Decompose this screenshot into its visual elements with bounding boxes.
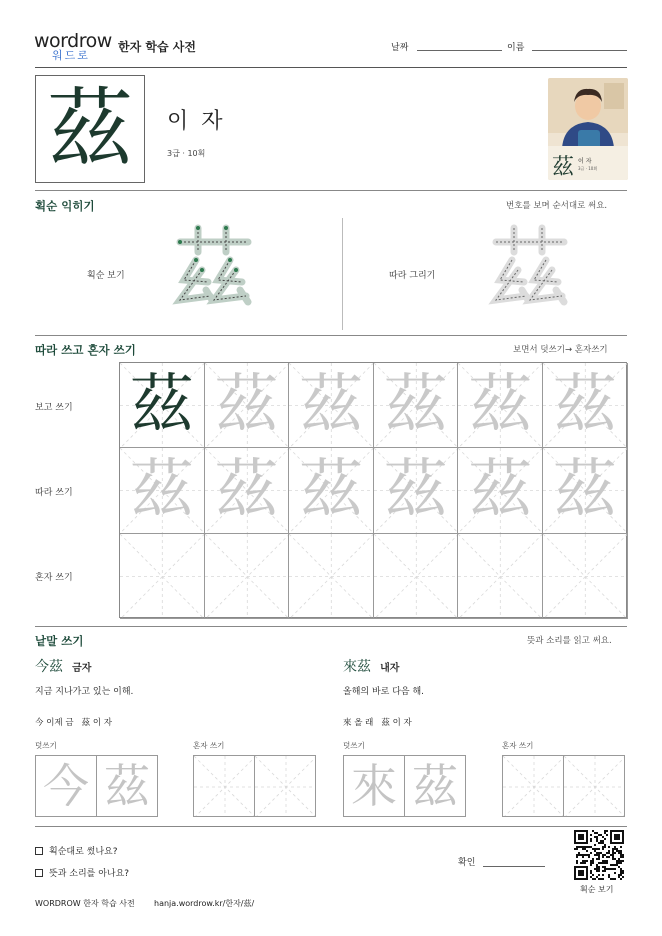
main-character-box	[35, 75, 145, 183]
self-label: 혼자 쓰기	[193, 741, 225, 750]
word-trace-box[interactable]	[404, 755, 466, 817]
practice-cell[interactable]	[374, 448, 459, 533]
word-trace-box[interactable]	[35, 755, 97, 817]
qr-caption: 획순 보기	[580, 885, 614, 894]
confirm-field[interactable]	[483, 866, 545, 867]
trace-glyph: 茲	[468, 453, 533, 528]
divider	[35, 335, 627, 336]
practice-cell[interactable]	[458, 363, 543, 448]
checklist-item-2[interactable]	[35, 866, 129, 879]
divider	[35, 826, 627, 827]
self-label: 혼자 쓰기	[502, 741, 534, 750]
word-hanja: 來茲	[343, 659, 371, 675]
divider	[35, 626, 627, 627]
illustration-thumbnail	[548, 78, 628, 180]
trace-glyph: 茲	[298, 453, 363, 528]
name-field[interactable]	[532, 50, 627, 51]
row-label-trace: 따라 쓰기	[35, 488, 73, 498]
practice-cell[interactable]	[458, 448, 543, 533]
stroke-trace-diagram[interactable]	[484, 220, 574, 318]
word-hanja: 今茲	[35, 659, 63, 675]
practice-cell[interactable]	[543, 363, 628, 448]
header-title: 한자 학습 사전	[118, 40, 196, 54]
word-meaning: 올해의 바로 다음 해.	[343, 687, 424, 697]
practice-cell[interactable]	[205, 363, 290, 448]
character-meta: 3급 · 10획	[167, 149, 206, 158]
row-label-view: 보고 쓰기	[35, 403, 73, 413]
word-self-box[interactable]	[502, 755, 564, 817]
word-parts: 今 이제 금 茲 이 자	[35, 718, 112, 728]
main-character: 茲	[47, 79, 133, 179]
trace-glyph: 茲	[552, 368, 617, 443]
practice-cell[interactable]	[543, 448, 628, 533]
trace-glyph: 茲	[383, 453, 448, 528]
practice-cell[interactable]	[543, 534, 628, 619]
thumbnail-caption: 3급 · 10획	[578, 166, 598, 171]
word-self-box[interactable]	[254, 755, 316, 817]
thumbnail-hanja: 茲	[552, 155, 575, 180]
trace-glyph: 來	[351, 759, 397, 813]
thumbnail-reading: 이 자	[578, 158, 592, 165]
practice-cell[interactable]	[120, 534, 205, 619]
trace-glyph: 茲	[468, 368, 533, 443]
practice-cell[interactable]	[205, 534, 290, 619]
trace-glyph: 茲	[298, 368, 363, 443]
practice-cell[interactable]	[289, 448, 374, 533]
trace-label: 덧쓰기	[343, 741, 365, 750]
name-label: 이름	[507, 43, 525, 53]
checkbox[interactable]	[35, 847, 43, 855]
trace-glyph: 茲	[214, 368, 279, 443]
practice-cell[interactable]	[205, 448, 290, 533]
word-item-1	[35, 656, 91, 676]
trace-label: 덧쓰기	[35, 741, 57, 750]
trace-glyph: 茲	[129, 453, 194, 528]
date-field[interactable]	[417, 50, 502, 51]
stroke-trace-label: 따라 그리기	[389, 271, 436, 281]
word-section-note: 뜻과 소리를 읽고 써요.	[527, 636, 612, 646]
word-trace-box[interactable]	[96, 755, 158, 817]
model-glyph: 茲	[129, 368, 194, 443]
trace-glyph: 茲	[412, 759, 458, 813]
trace-glyph: 茲	[552, 453, 617, 528]
word-reading: 내자	[380, 663, 400, 674]
practice-cell[interactable]	[374, 534, 459, 619]
stroke-divider	[342, 218, 343, 330]
stroke-section-title: 획순 익히기	[35, 199, 95, 213]
practice-cell[interactable]	[289, 363, 374, 448]
practice-cell[interactable]	[120, 363, 205, 448]
trace-glyph: 茲	[214, 453, 279, 528]
word-self-box[interactable]	[193, 755, 255, 817]
confirm-label: 확인	[458, 858, 476, 868]
stroke-view-label: 획순 보기	[87, 271, 125, 281]
checkbox[interactable]	[35, 869, 43, 877]
practice-cell[interactable]	[289, 534, 374, 619]
divider	[35, 190, 627, 191]
word-parts: 來 올 래 茲 이 자	[343, 718, 412, 728]
trace-glyph: 今	[43, 759, 89, 813]
qr-code-icon[interactable]	[574, 830, 624, 880]
practice-cell[interactable]	[458, 534, 543, 619]
practice-cell[interactable]	[120, 448, 205, 533]
word-item-2	[343, 656, 399, 676]
practice-cell[interactable]	[374, 363, 459, 448]
stroke-order-diagram	[168, 220, 258, 318]
date-label: 날짜	[391, 43, 409, 53]
logo-korean: 워드로	[52, 49, 90, 62]
stroke-section-note: 번호를 보며 순서대로 써요.	[506, 201, 608, 211]
footer-url[interactable]: hanja.wordrow.kr/한자/茲/	[154, 899, 255, 908]
word-section-title: 낱말 쓰기	[35, 634, 84, 648]
trace-glyph: 茲	[383, 368, 448, 443]
character-reading: 이 자	[167, 109, 226, 134]
writing-section-note: 보면서 덧쓰기→ 혼자쓰기	[513, 345, 608, 355]
trace-glyph: 茲	[104, 759, 150, 813]
header-divider	[35, 67, 627, 68]
logo-wordmark: wordrow	[34, 30, 112, 52]
checklist-item-1[interactable]	[35, 844, 118, 857]
row-label-self: 혼자 쓰기	[35, 573, 73, 583]
writing-section-title: 따라 쓰고 혼자 쓰기	[35, 343, 136, 357]
practice-grid	[119, 362, 627, 618]
word-reading: 금자	[72, 663, 92, 674]
checklist-label: 획순대로 썼나요?	[49, 847, 118, 857]
word-meaning: 지금 지나가고 있는 이해.	[35, 687, 134, 697]
footer-brand: WORDROW 한자 학습 사전	[35, 899, 135, 908]
word-trace-box[interactable]	[343, 755, 405, 817]
checklist-label: 뜻과 소리를 아나요?	[49, 869, 130, 879]
word-self-box[interactable]	[563, 755, 625, 817]
